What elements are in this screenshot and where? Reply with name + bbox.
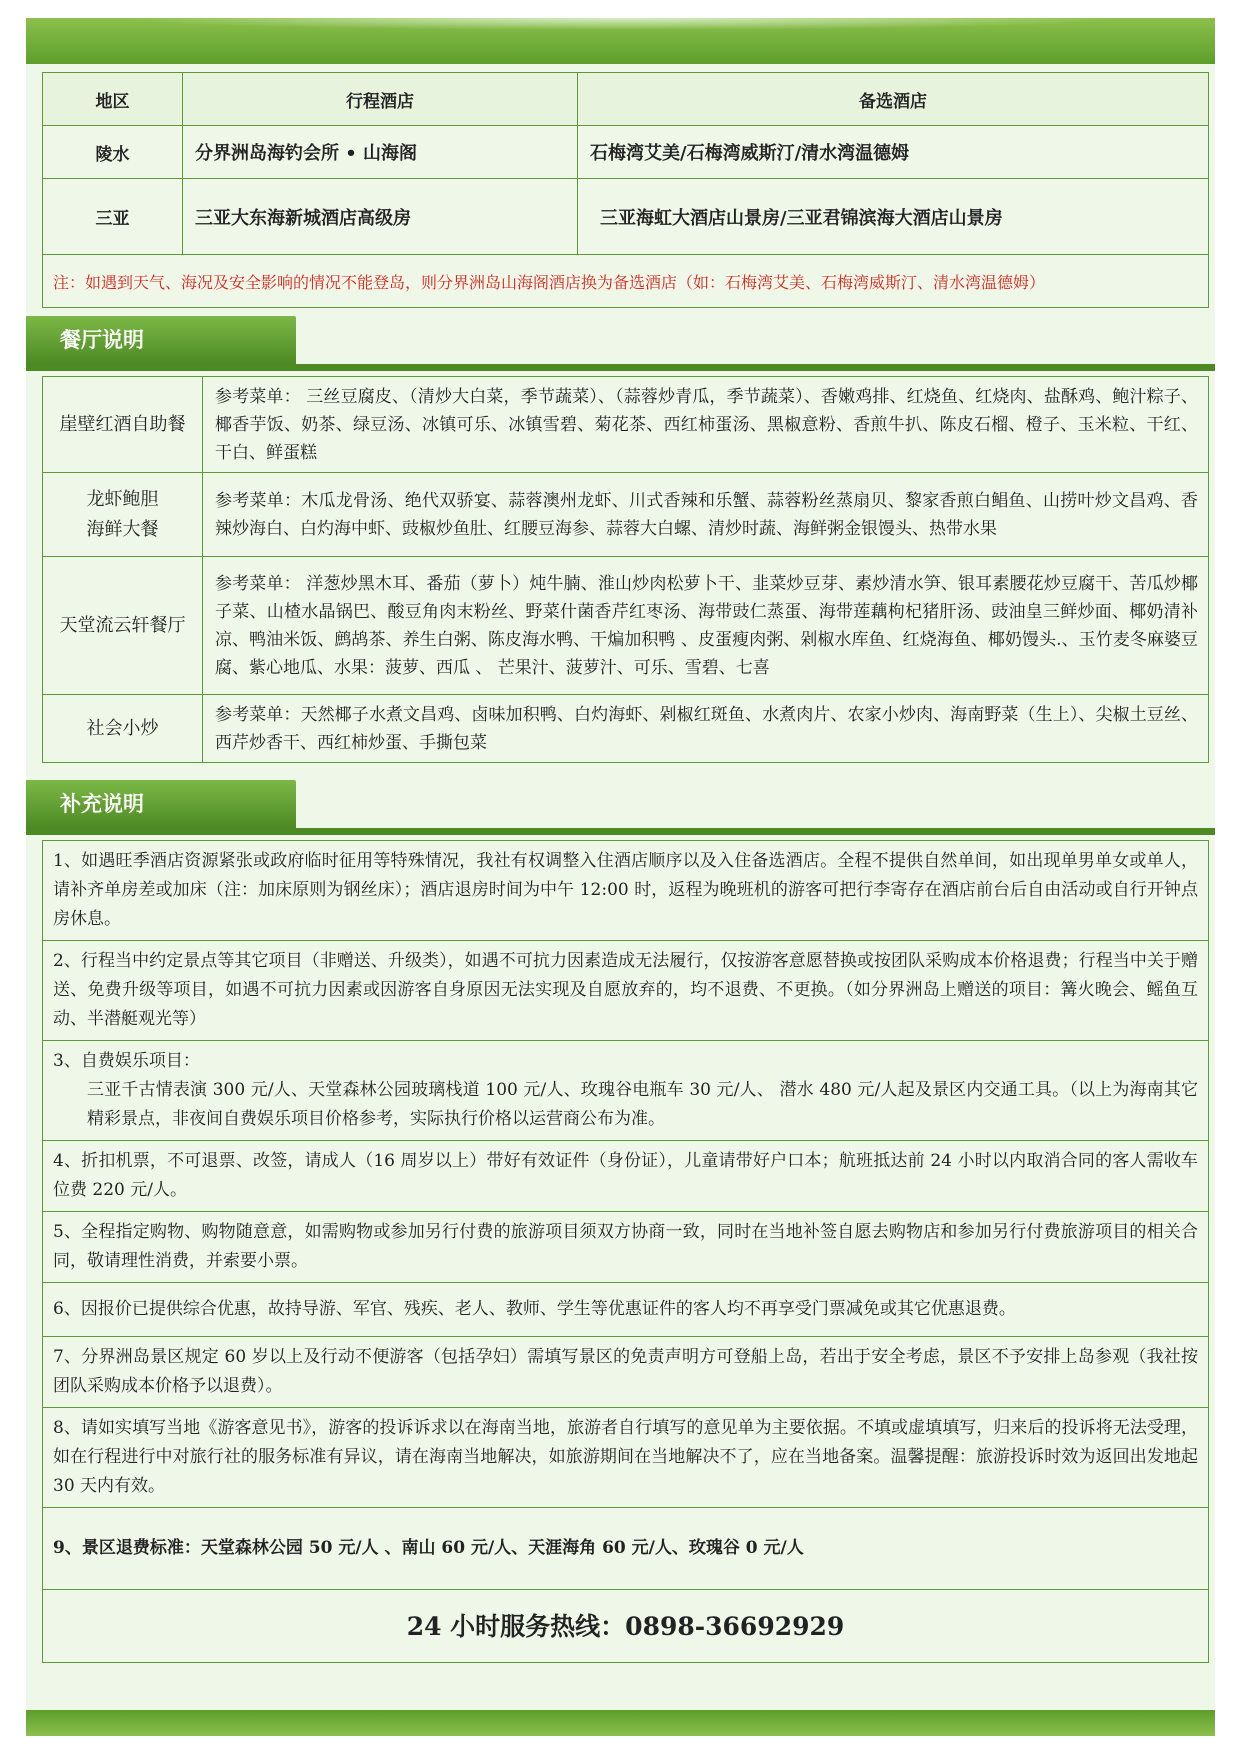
supplement-row bbox=[43, 1141, 1209, 1212]
supplement-row bbox=[43, 1041, 1209, 1141]
supplement-item-3-body: 三亚千古情表演 300 元/人、天堂森林公园玻璃栈道 100 元/人、玫瑰谷电瓶车 30 元/人、 潜水 480 元/人起及景区内交通工具。（以上为海南其它精彩景点，非夜间自费娱乐项目价格参考，实际执行价格以运营商公布为准。 bbox=[87, 1080, 1198, 1129]
section-rule bbox=[26, 828, 1215, 835]
supplement-item: 4、折扣机票，不可退票、改签，请成人（16 周岁以上）带好有效证件（身份证），儿童请带好户口本；航班抵达前 24 小时以内取消合同的客人需收车位费 220 元/人。 bbox=[43, 1141, 1209, 1212]
restaurant-menu: 参考菜单：天然椰子水煮文昌鸡、卤味加积鸭、白灼海虾、剁椒红斑鱼、水煮肉片、农家小炒肉、海南野菜（生上）、尖椒土豆丝、西芹炒香干、西红柿炒蛋、手撕包菜 bbox=[203, 695, 1209, 763]
hotel-row bbox=[43, 179, 1209, 255]
supplement-item-9: 9、景区退费标准：天堂森林公园 50 元/人 、南山 60 元/人、天涯海角 60 元/人、玫瑰谷 0 元/人 bbox=[43, 1508, 1209, 1590]
supplement-section-title: 补充说明 bbox=[26, 780, 296, 828]
restaurant-name: 崖壁红酒自助餐 bbox=[43, 377, 203, 473]
hotel-header-row bbox=[43, 73, 1209, 126]
restaurant-menu: 参考菜单：木瓜龙骨汤、绝代双骄宴、蒜蓉澳州龙虾、川式香辣和乐蟹、蒜蓉粉丝蒸扇贝、黎家香煎白鲳鱼、山捞叶炒文昌鸡、香辣炒海白、白灼海中虾、豉椒炒鱼肚、红腰豆海参、蒜蓉大白螺、清炒时蔬、海鲜粥金银馒头、热带水果 bbox=[203, 473, 1209, 557]
restaurant-row bbox=[43, 473, 1209, 557]
hotel-note-row bbox=[43, 255, 1209, 308]
restaurant-name: 天堂流云轩餐厅 bbox=[43, 557, 203, 695]
supplement-item: 7、分界洲岛景区规定 60 岁以上及行动不便游客（包括孕妇）需填写景区的免责声明方可登船上岛，若出于安全考虑，景区不予安排上岛参观（我社按团队采购成本价格予以退费）。 bbox=[43, 1337, 1209, 1408]
supplement-row bbox=[43, 1283, 1209, 1337]
supplement-row bbox=[43, 1408, 1209, 1508]
restaurant-table bbox=[42, 376, 1209, 763]
supplement-row bbox=[43, 1508, 1209, 1590]
hotel-plan: 三亚大东海新城酒店高级房 bbox=[183, 179, 578, 255]
hotel-region: 陵水 bbox=[43, 126, 183, 179]
header-plan-hotel: 行程酒店 bbox=[183, 73, 578, 126]
hotel-alt: 三亚海虹大酒店山景房/三亚君锦滨海大酒店山景房 bbox=[578, 179, 1209, 255]
top-decor-band bbox=[26, 18, 1215, 64]
restaurant-name: 社会小炒 bbox=[43, 695, 203, 763]
supplement-row bbox=[43, 841, 1209, 941]
header-alt-hotel: 备选酒店 bbox=[578, 73, 1209, 126]
hotline-row bbox=[43, 1590, 1209, 1663]
hotel-region: 三亚 bbox=[43, 179, 183, 255]
supplement-item: 6、因报价已提供综合优惠，故持导游、军官、残疾、老人、教师、学生等优惠证件的客人均不再享受门票减免或其它优惠退费。 bbox=[43, 1283, 1209, 1337]
supplement-item: 2、行程当中约定景点等其它项目（非赠送、升级类），如遇不可抗力因素造成无法履行，仅按游客意愿替换或按团队采购成本价格退费；行程当中关于赠送、免费升级等项目，如遇不可抗力因素或因游客自身原因无法实现及自愿放弃的，均不退费、不更换。（如分界洲岛上赠送的项目：篝火晚会、鳐鱼互动、半潜艇观光等） bbox=[43, 941, 1209, 1041]
supplement-section-header bbox=[26, 780, 1215, 836]
hotel-note: 注：如遇到天气、海况及安全影响的情况不能登岛，则分界洲岛山海阁酒店换为备选酒店（如：石梅湾艾美、石梅湾威斯汀、清水湾温德姆） bbox=[43, 255, 1209, 308]
supplement-item-3 bbox=[43, 1041, 1209, 1141]
header-region: 地区 bbox=[43, 73, 183, 126]
restaurant-name: 龙虾鲍胆 海鲜大餐 bbox=[43, 473, 203, 557]
supplement-item: 8、请如实填写当地《游客意见书》，游客的投诉诉求以在海南当地，旅游者自行填写的意见单为主要依据。不填或虚填填写，归来后的投诉将无法受理，如在行程进行中对旅行社的服务标准有异议，请在海南当地解决，如旅游期间在当地解决不了，应在当地备案。温馨提醒：旅游投诉时效为返回出发地起 30 天内有效。 bbox=[43, 1408, 1209, 1508]
restaurant-row bbox=[43, 695, 1209, 763]
supplement-row bbox=[43, 1212, 1209, 1283]
hotel-row bbox=[43, 126, 1209, 179]
supplement-row bbox=[43, 1337, 1209, 1408]
service-hotline: 24 小时服务热线：0898-36692929 bbox=[43, 1590, 1209, 1663]
supplement-item: 5、全程指定购物、购物随意意，如需购物或参加另行付费的旅游项目须双方协商一致，同时在当地补签自愿去购物店和参加另行付费旅游项目的相关合同，敬请理性消费，并索要小票。 bbox=[43, 1212, 1209, 1283]
restaurant-section-title: 餐厅说明 bbox=[26, 316, 296, 364]
bottom-decor-band bbox=[26, 1710, 1215, 1736]
section-rule bbox=[26, 364, 1215, 371]
supplement-item-3-title: 3、自费娱乐项目： bbox=[53, 1051, 200, 1071]
supplement-item: 1、如遇旺季酒店资源紧张或政府临时征用等特殊情况，我社有权调整入住酒店顺序以及入住备选酒店。全程不提供自然单间，如出现单男单女或单人，请补齐单房差或加床（注：加床原则为钢丝床）；酒店退房时间为中午 12:00 时，返程为晚班机的游客可把行李寄存在酒店前台后自由活动或自行开钟点房休息。 bbox=[43, 841, 1209, 941]
restaurant-menu: 参考菜单： 三丝豆腐皮、（清炒大白菜，季节蔬菜）、（蒜蓉炒青瓜，季节蔬菜）、香嫩鸡排、红烧鱼、红烧肉、盐酥鸡、鲍汁粽子、椰香芋饭、奶茶、绿豆汤、冰镇可乐、冰镇雪碧、菊花茶、西红柿蛋汤、黑椒意粉、香煎牛扒、陈皮石榴、橙子、玉米粒、干红、干白、鲜蛋糕 bbox=[203, 377, 1209, 473]
restaurant-section-header bbox=[26, 316, 1215, 372]
hotel-alt: 石梅湾艾美/石梅湾威斯汀/清水湾温德姆 bbox=[578, 126, 1209, 179]
restaurant-row bbox=[43, 377, 1209, 473]
hotel-plan: 分界洲岛海钓会所 • 山海阁 bbox=[183, 126, 578, 179]
supplement-row bbox=[43, 941, 1209, 1041]
restaurant-menu: 参考菜单： 洋葱炒黑木耳、番茄（萝卜）炖牛腩、淮山炒肉松萝卜干、韭菜炒豆芽、素炒清水笋、银耳素腰花炒豆腐干、苦瓜炒椰子菜、山楂水晶锅巴、酸豆角肉末粉丝、野菜什菌香芹红枣汤、海带豉仁蒸蛋、海带莲藕枸杞猪肝汤、豉油皇三鲜炒面、椰奶清补凉、鸭油米饭、鹧鸪茶、养生白粥、陈皮海水鸭、干煸加积鸭 、皮蛋瘦肉粥、剁椒水库鱼、红烧海鱼、椰奶馒头.、玉竹麦冬麻婆豆腐、紫心地瓜、水果：菠萝、西瓜 、 芒果汁、菠萝汁、可乐、雪碧、七喜 bbox=[203, 557, 1209, 695]
supplement-table bbox=[42, 840, 1209, 1663]
restaurant-row bbox=[43, 557, 1209, 695]
hotel-table bbox=[42, 72, 1209, 308]
